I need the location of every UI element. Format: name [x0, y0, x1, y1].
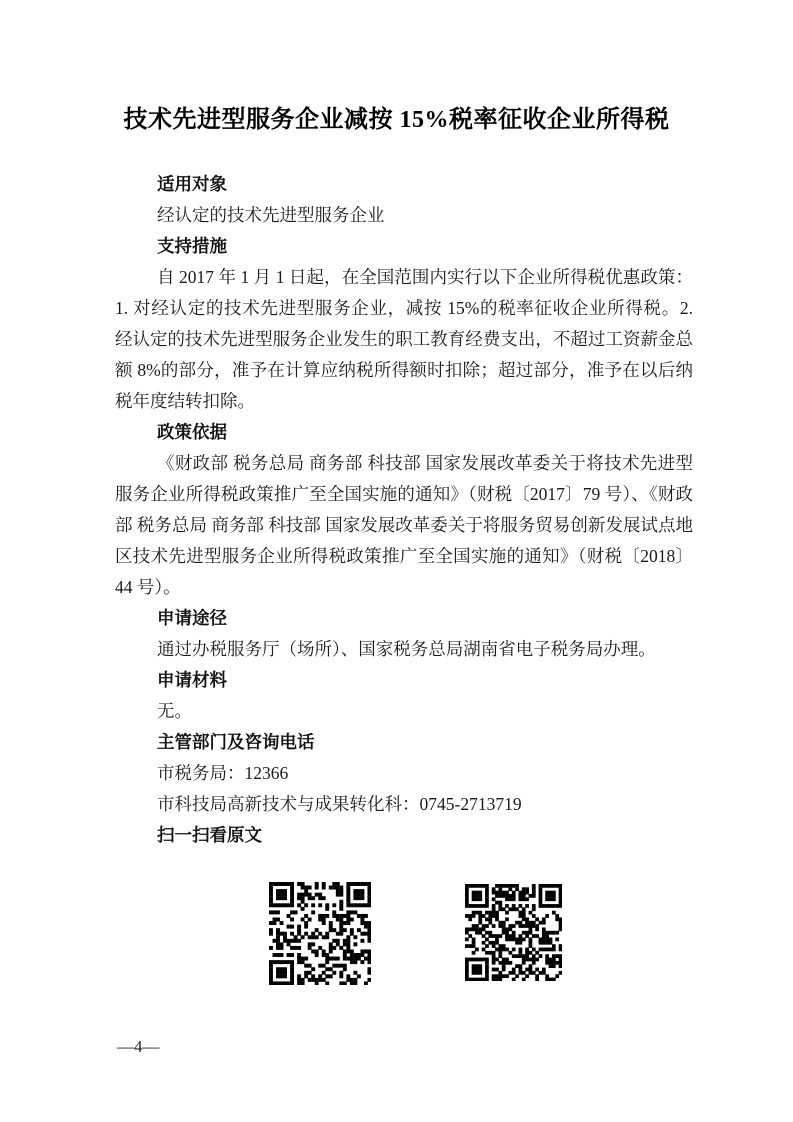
- section-heading-application-channel: 申请途径: [157, 608, 227, 628]
- document-body: [115, 169, 693, 851]
- section-application-channel: [115, 603, 693, 665]
- section-application-materials: [115, 665, 693, 727]
- section-applicable-target: [115, 169, 693, 231]
- section-heading-applicable-target: 适用对象: [157, 174, 227, 194]
- section-paragraph: 经认定的技术先进型服务企业: [157, 205, 385, 225]
- section-scan-original: [115, 820, 693, 851]
- section-paragraph: 无。: [157, 701, 192, 721]
- section-heading-scan-original: 扫一扫看原文: [157, 825, 262, 845]
- section-paragraph: 《财政部 税务总局 商务部 科技部 国家发展改革委关于将技术先进型服务企业所得税政策推广至全国实施的通知》（财税〔2017〕79 号）、《财政部 税务总局 商务部 科技部 国家发展改革委关于将服务贸易创新发展试点地区技术先进型服务企业所得税政策推广至全国实施的通知》（财税〔2018〕44 号）。: [115, 453, 693, 597]
- page-title: 技术先进型服务企业减按 15%税率征收企业所得税: [123, 107, 670, 133]
- section-paragraph: 自 2017 年 1 月 1 日起，在全国范围内实行以下企业所得税优惠政策：1. 对经认定的技术先进型服务企业，减按 15%的税率征收企业所得税。2. 经认定的技术先进型服务企业发生的职工教育经费支出，不超过工资薪金总额 8%的部分，准予在计算应纳税所得额时扣除；超过部分，准予在以后纳税年度结转扣除。: [115, 267, 693, 411]
- contact-line-tax-bureau: 市税务局：12366: [157, 763, 289, 783]
- qr-code-left: [269, 882, 371, 985]
- qr-code-right: [465, 884, 562, 981]
- page-number: —4—: [117, 1037, 160, 1056]
- section-heading-application-materials: 申请材料: [157, 670, 227, 690]
- section-contact-phone: [115, 727, 693, 820]
- section-support-measures: [115, 231, 693, 417]
- section-paragraph: 通过办税服务厅（场所）、国家税务总局湖南省电子税务局办理。: [157, 639, 656, 659]
- qr-code-row: [0, 882, 793, 985]
- contact-line-science-bureau: 市科技局高新技术与成果转化科：0745-2713719: [157, 794, 522, 814]
- section-policy-basis: [115, 417, 693, 603]
- section-heading-policy-basis: 政策依据: [157, 422, 227, 442]
- section-heading-contact-phone: 主管部门及咨询电话: [157, 732, 315, 752]
- section-heading-support-measures: 支持措施: [157, 236, 227, 256]
